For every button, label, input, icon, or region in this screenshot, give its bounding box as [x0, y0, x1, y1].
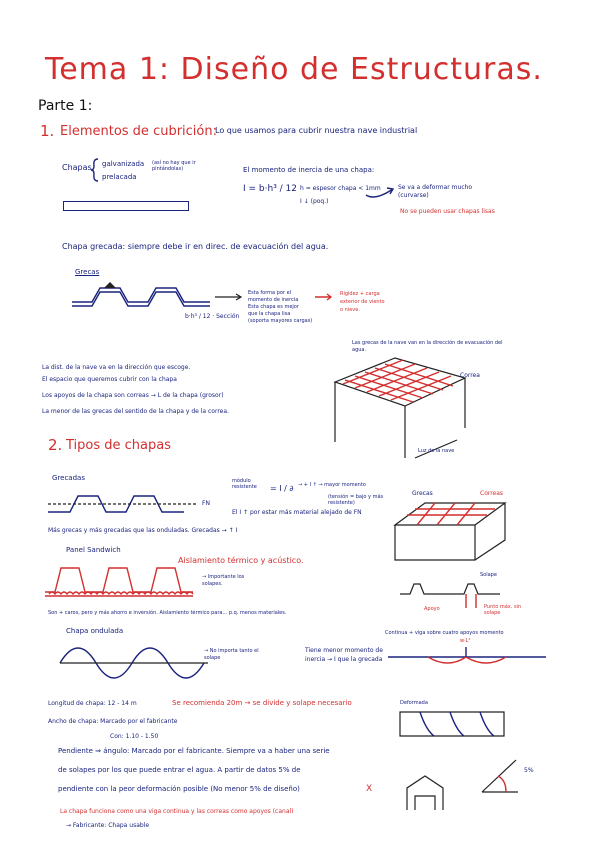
solapes-note: → Importante los solapes. [202, 574, 245, 587]
grecas-label: Grecas [75, 268, 100, 276]
x-mark: X [366, 784, 373, 794]
section-1-number: 1. [40, 122, 55, 140]
inertia-formula: I = b·h³ / 12 [243, 184, 298, 194]
sandwich-cost-note: Son + caros, pero y más ahorro e inversión. Aislamiento térmico para... p.q. menos materiales. [48, 610, 287, 616]
greca-note-line: que la chapa lisa [248, 311, 291, 317]
building-drawing [395, 495, 525, 565]
tiene-menor-note: Tiene menor momento de inercia → I que la grecada [305, 647, 383, 663]
ancho-note: Ancho de chapa: Marcado por el fabricante [48, 718, 178, 725]
pct-label: 5% [524, 767, 534, 774]
no-importa-note: → No importa tanto el solape [204, 648, 259, 661]
inertia-small-note: I ↓ (poq.) [300, 198, 329, 205]
roof-note-line: de evacuación del agua. [352, 340, 503, 353]
correa-label: Correa [460, 372, 480, 379]
rigidez-note [340, 290, 385, 314]
modulo-formula: = I / ∂ [270, 484, 294, 493]
apoyo-label: Apoyo [424, 606, 440, 612]
dist-note-1: La dist. de la nave va en la dirección que escoge. [42, 364, 191, 371]
funciona-note: La chapa funciona como una viga continua y las correas como apoyos (canal) [60, 808, 294, 815]
page-title: Tema 1: Diseño de Estructuras. [45, 52, 543, 87]
deformada-drawing [400, 706, 510, 746]
pendiente-line-2: de solapes por los que puede entrar el agua. A partir de datos 5% de [58, 766, 301, 774]
roof-note [352, 340, 512, 354]
arrow-icon [365, 185, 395, 205]
el-i-note: El I ↑ por estar más material alejado de FN [232, 509, 362, 516]
wl-label: w·L² [460, 638, 471, 644]
fn-label: FN [202, 500, 210, 507]
rigidez-line: Rigidez + carga [340, 291, 380, 297]
section-2-number: 2. [48, 436, 63, 454]
sandwich-panel-drawing [45, 560, 195, 598]
prelacada-label: prelacada [102, 173, 137, 181]
dist-note-2: El espacio que queremos cubrir con la chapa [42, 376, 177, 383]
section-1-heading: Elementos de cubrición: [60, 124, 217, 139]
greca-note-line: Esta chapa es mejor [248, 304, 299, 310]
rigidez-line: o nieve. [340, 307, 360, 313]
mayor-momento: → + I ↑ → mayor momento [298, 482, 366, 488]
brace-icon [90, 158, 100, 182]
inertia-fraction: b·h³ / 12 · Sección [185, 313, 240, 320]
solape-label: Solape [480, 572, 497, 578]
longitud-note: Longitud de chapa: 12 - 14 m [48, 700, 137, 707]
ondulada-label: Chapa ondulada [66, 627, 124, 635]
punto-max-label: Punto máx. sin solape [484, 604, 522, 616]
ancho-value: Con: 1.10 - 1.50 [110, 733, 159, 740]
continua-note: Continua + viga sobre cuatro apoyos momento [385, 630, 504, 636]
luz-label: Luz de la nave [418, 448, 455, 454]
greca-notes [248, 290, 312, 325]
roof-note-line: Las grecas de la nave van en la dirección [352, 340, 456, 346]
section-2-heading: Tipos de chapas [66, 438, 171, 453]
grecada-profile-drawing [48, 490, 198, 520]
greca-note-line: momento de inercia [248, 297, 299, 303]
galvanizada-label: galvanizada [102, 160, 145, 168]
fabricante-note: → Fabricante: Chapa usable [66, 822, 150, 829]
aislamiento-note: Aislamiento térmico y acústico. [178, 556, 304, 565]
greca-note-line: (soporta mayores cargas) [248, 318, 313, 324]
beam-drawing [388, 645, 548, 675]
chapas-label: Chapas [62, 163, 92, 172]
sandwich-label: Panel Sandwich [66, 546, 121, 554]
arrow-icon [215, 293, 245, 301]
arrow-icon [315, 293, 335, 301]
grecas-label-2: Grecas [412, 490, 433, 497]
recomienda-note: Se recomienda 20m → se divide y solape necesario [172, 699, 352, 707]
pendiente-line-3: pendiente con la peor deformación posible (No menor 5% de diseño) [58, 785, 300, 793]
mas-grecas-note: Más grecas y más grecadas que las onduladas. Grecadas → ↑ I [48, 527, 238, 534]
rigidez-line: exterior de viento [340, 299, 385, 305]
modulo-label: módulo resistente [232, 478, 257, 490]
no-use-note: No se pueden usar chapas lisas [400, 208, 495, 215]
ondulada-profile-drawing [60, 638, 210, 688]
galvanizada-note: (así no hay que ir pintándolas) [152, 160, 196, 172]
apoyos-note: Los apoyos de la chapa son correas → L de la chapa (grosor) [42, 392, 224, 399]
grecadas-label: Grecadas [52, 474, 85, 482]
deformada-label: Deformada [400, 700, 428, 706]
deform-note: Se va a deformar mucho (curvarse) [398, 184, 473, 199]
thickness-note: h = espesor chapa < 1mm [300, 185, 381, 192]
section-1-intro: Lo que usamos para cubrir nuestra nave industrial [215, 126, 418, 135]
menor-note: La menor de las grecas del sentido de la chapa y de la correa. [42, 408, 229, 415]
inertia-title: El momento de inercia de una chapa: [243, 166, 375, 174]
building-slope-drawing [405, 772, 445, 812]
pendiente-line-1: Pendiente ⇒ ángulo: Marcado por el fabricante. Siempre va a haber una serie [58, 747, 330, 755]
part-heading: Parte 1: [38, 98, 93, 114]
flat-sheet-drawing [63, 201, 189, 211]
grecada-definition: Chapa grecada: siempre debe ir en direc. de evacuación del agua. [62, 242, 329, 251]
correas-label: Correas [480, 490, 504, 497]
greca-note-line: Esta forma por el [248, 290, 292, 296]
mayor-momento-2: (tensión = bajo y más resistente) [328, 494, 384, 506]
angle-drawing [480, 758, 520, 798]
